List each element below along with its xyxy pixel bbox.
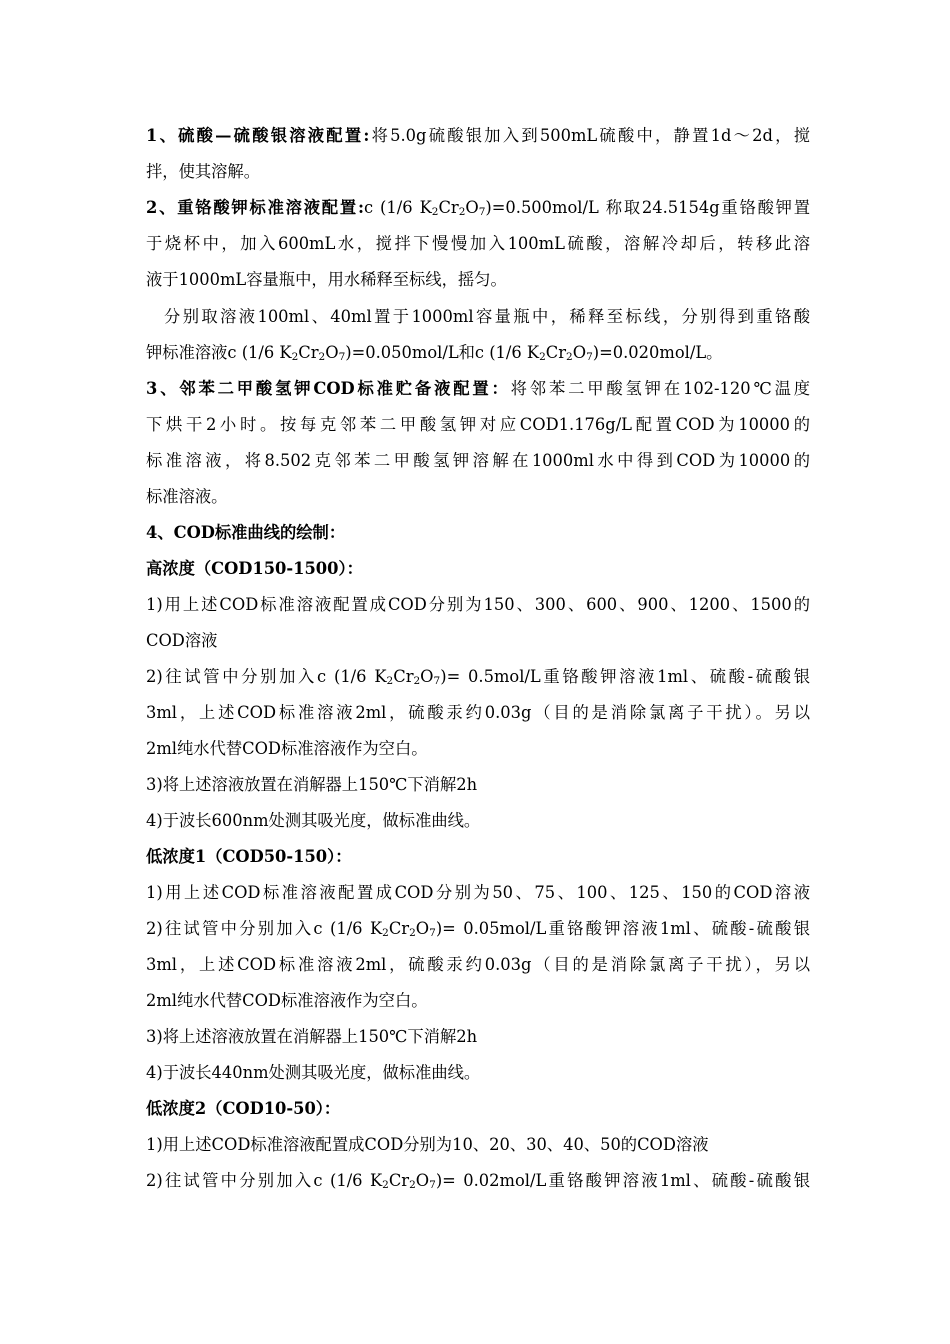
section-heading: 2、重铬酸钾标准溶液配置: xyxy=(146,198,364,217)
section-heading: 3、邻苯二甲酸氢钾COD标准贮备液配置： xyxy=(146,379,511,398)
text-line: 1)用上述COD标准溶液配置成COD分别为50、75、100、125、150的COD溶液 xyxy=(146,883,810,902)
text-line: 4)于波长600nm处测其吸光度，做标准曲线。 xyxy=(146,811,481,830)
section-heading: 4、COD标准曲线的绘制： xyxy=(146,523,346,542)
section-heading: 1、硫酸—硫酸银溶液配置: xyxy=(146,126,370,145)
text-line: 2ml纯水代替COD标准溶液作为空白。 xyxy=(146,739,428,758)
text-line: 2)往试管中分别加入c (1/6 $K_2Cr_2O_7)= 0.5mol/L$重铬酸钾溶液1ml、硫酸-硫酸银 xyxy=(146,667,810,687)
text-line: 拌，使其溶解。 xyxy=(146,162,260,181)
text-line: 标准溶液。 xyxy=(146,487,228,506)
text-line xyxy=(146,197,810,219)
text-line: 4)于波长440nm处测其吸光度，做标准曲线。 xyxy=(146,1063,481,1082)
text-line: 标准溶液，将8.502克邻苯二甲酸氢钾溶解在1000ml水中得到COD为10000的 xyxy=(146,451,810,470)
line-text: 将邻苯二甲酸氢钾在102-120℃温度 xyxy=(510,379,810,398)
line-text: 将5.0g硫酸银加入到500mL硫酸中，静置1d～2d，搅 xyxy=(369,126,810,145)
text-line: 1)用上述COD标准溶液配置成COD分别为150、300、600、900、1200、1500的 xyxy=(146,595,810,614)
text-line xyxy=(146,125,810,147)
subsection-heading: 高浓度（COD150-1500）： xyxy=(146,559,363,578)
text-line: 钾标准溶液c (1/6 $K_2Cr_2O_7)=0.050mol/L$和c (1/6 $K_2Cr_2O_7)=0.020mol/L$。 xyxy=(146,343,723,363)
line-text: c (1/6 $K_2Cr_2O_7)=0.500mol/L$ 称取24.5154g重铬酸钾置 xyxy=(363,198,811,218)
text-line: 3)将上述溶液放置在消解器上150℃下消解2h xyxy=(146,1027,478,1046)
text-line: 3ml，上述COD标准溶液2ml，硫酸汞约0.03g（目的是消除氯离子干扰）。另以 xyxy=(146,703,810,722)
text-line: 3)将上述溶液放置在消解器上150℃下消解2h xyxy=(146,775,478,794)
subsection-heading: 低浓度1（COD50-150）： xyxy=(146,847,352,866)
text-line xyxy=(146,378,810,400)
text-line: 液于1000mL容量瓶中，用水稀释至标线，摇匀。 xyxy=(146,270,507,289)
text-line: COD溶液 xyxy=(146,631,218,650)
text-line: 于烧杯中，加入600mL水，搅拌下慢慢加入100mL硫酸，溶解冷却后，转移此溶 xyxy=(146,234,810,253)
text-line: 2)往试管中分别加入c (1/6 $K_2Cr_2O_7)= 0.05mol/L$重铬酸钾溶液1ml、硫酸-硫酸银 xyxy=(146,919,810,939)
subsection-heading: 低浓度2（COD10-50）： xyxy=(146,1099,341,1118)
text-line: 3ml，上述COD标准溶液2ml，硫酸汞约0.03g（目的是消除氯离子干扰），另以 xyxy=(146,955,810,974)
text-line: 1)用上述COD标准溶液配置成COD分别为10、20、30、40、50的COD溶液 xyxy=(146,1135,709,1154)
text-line: 分别取溶液100ml、40ml置于1000ml容量瓶中，稀释至标线，分别得到重铬酸 xyxy=(164,307,810,326)
text-line: 下烘干2小时。按每克邻苯二甲酸氢钾对应COD1.176g/L配置COD为10000的 xyxy=(146,415,810,434)
text-line: 2)往试管中分别加入c (1/6 $K_2Cr_2O_7)= 0.02mol/L$重铬酸钾溶液1ml、硫酸-硫酸银 xyxy=(146,1171,810,1191)
text-line: 2ml纯水代替COD标准溶液作为空白。 xyxy=(146,991,428,1010)
